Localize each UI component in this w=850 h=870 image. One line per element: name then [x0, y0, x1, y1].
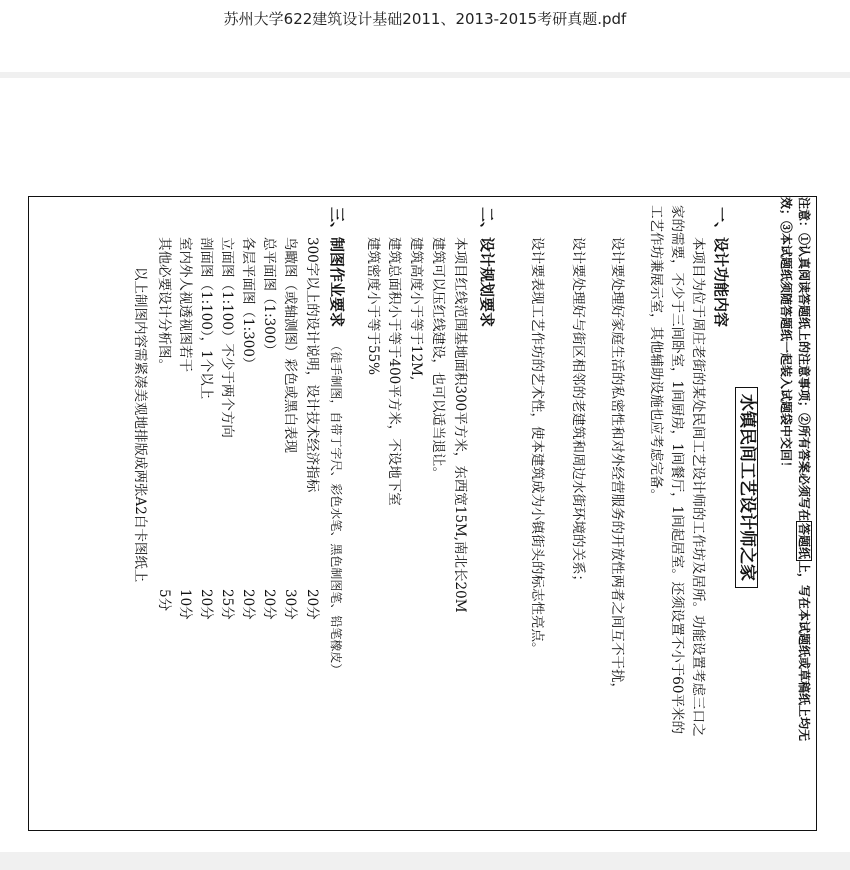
section3-heading-row	[329, 207, 345, 675]
drawing-item-score: 20分	[240, 589, 256, 620]
drawing-item: 各层平面图（1:300）	[240, 237, 256, 371]
drawing-item: 剖面图（1:100），1个以上	[198, 237, 214, 400]
exam-notice-line1: 注意：①认真阅读答题纸上的注意事项；②所有答案必须写在答题纸上，写在本试题纸或草稿纸上均无	[797, 197, 811, 742]
drawing-item: 300字以上的设计说明，设计技术经济指标	[304, 237, 320, 493]
drawing-item: 总平面图（1:300）	[261, 237, 277, 357]
drawing-item-score: 10分	[177, 589, 193, 620]
section1-req3: 设计要表现工艺作坊的艺术性，使本建筑成为小镇街头的标志性亮点。	[529, 237, 545, 656]
section1-para-line2: 家的需要，不少于三间卧室，1间厨房，1间餐厅，1间起居室。还须设置不小于60平米的	[669, 205, 685, 734]
section2-line1: 本项目红线范围基地面积300平方米，东西宽15M,南北长20M	[452, 237, 468, 613]
section1-para-line1: 本项目为位于周庄老街的某处民间工艺设计师的工作坊及居所。功能设置考虑三口之	[690, 237, 706, 737]
exam-title: 水镇民间工艺设计师之家	[735, 387, 758, 588]
section1-req1: 设计要处理好家庭生活的私密性和对外经营服务的开放性两者之间互不干扰，	[609, 237, 625, 696]
section1-heading: 一、设计功能内容	[712, 207, 730, 328]
notice-boxed-word: 答题纸	[797, 523, 811, 560]
drawing-item: 鸟瞰图（或轴测图）彩色或黑白表现	[282, 237, 298, 453]
drawing-item-score: 5分	[156, 589, 172, 612]
drawing-item-score: 30分	[282, 589, 298, 620]
section3-footer: 以上制图内容需紧凑美观地排版成两张A2白卡图纸上	[132, 267, 148, 583]
section1-req2: 设计要处理好与街区相邻的老建筑和周边水街环境的关系；	[570, 237, 586, 588]
section1-para-line3: 工艺作坊兼展示室，其他辅助设施也应考虑完备。	[648, 205, 664, 502]
drawing-item: 室内外人视透视图若干	[177, 237, 193, 372]
document-filename: 苏州大学622建筑设计基础2011、2013-2015考研真题.pdf	[223, 10, 627, 28]
section2-line4: 建筑总面积小于等于400平方米，不设地下室	[386, 237, 402, 506]
drawing-item: 立面图（1:100）不少于两个方向	[219, 237, 235, 438]
drawing-item: 其他必要设计分析图。	[156, 237, 172, 372]
section2-line5: 建筑密度小于等于55%	[365, 237, 381, 376]
section3-heading-note: （徒手制图，自带丁字尺、彩色水笔、黑色制图笔、铅笔橡皮）	[329, 339, 343, 676]
rotated-page-content	[29, 197, 816, 830]
page-separator-bottom	[0, 852, 850, 870]
exam-notice-line2: 效；③本试题纸须随答题纸一起装入试题袋中交回！	[779, 197, 793, 474]
scanned-exam-page	[28, 196, 817, 831]
page-separator-top	[0, 72, 850, 78]
section3-heading: 三、制图作业要求	[328, 207, 346, 328]
drawing-item-score: 20分	[261, 589, 277, 620]
drawing-item-score: 25分	[219, 589, 235, 620]
drawing-item-score: 20分	[304, 589, 320, 620]
section2-line2: 建筑可以压红线建设，也可以适当退让。	[430, 237, 446, 480]
section2-heading: 二、设计规划要求	[478, 207, 496, 328]
section2-line3: 建筑高度小于等于12M,	[408, 237, 424, 381]
document-title-bar	[0, 0, 850, 72]
drawing-item-score: 20分	[198, 589, 214, 620]
